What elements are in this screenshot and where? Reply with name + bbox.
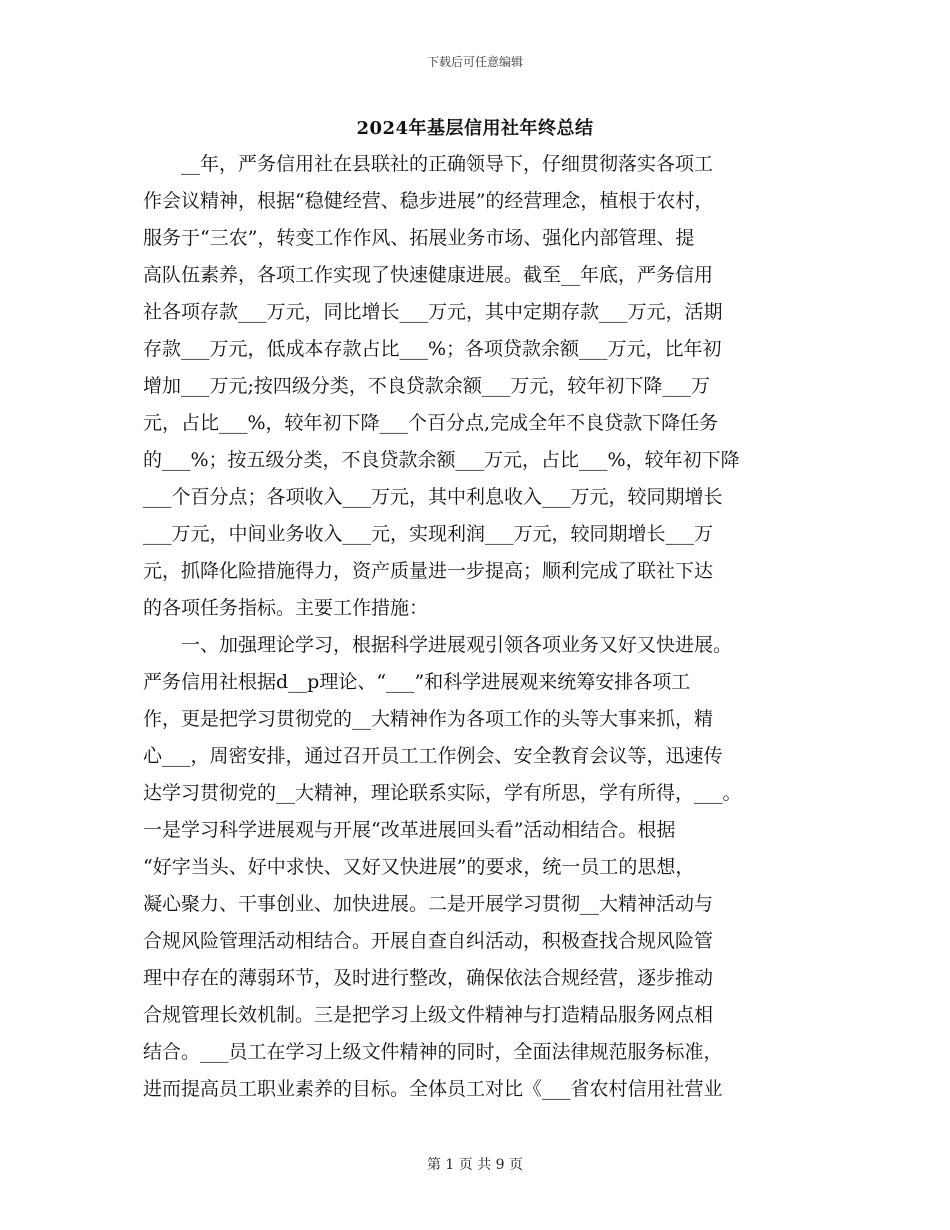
page-header-note: 下载后可任意编辑 [426, 55, 523, 69]
body-line: 心___，周密安排，通过召开员工工作例会、安全教育会议等，迅速传 [143, 745, 723, 767]
body-line: __年，严务信用社在县联社的正确领导下，仔细贯彻落实各项工 [143, 153, 714, 175]
body-line: 元，占比___%，较年初下降___个百分点,完成全年不良贷款下降任务 [143, 412, 719, 434]
body-line: 服务于“三农”，转变工作作风、拓展业务市场、强化内部管理、提 [143, 227, 695, 249]
document-body [143, 146, 813, 1108]
body-line: 增加___万元;按四级分类，不良贷款余额___万元，较年初下降___万 [143, 375, 710, 397]
body-line: 合规管理长效机制。三是把学习上级文件精神与打造精品服务网点相 [143, 1004, 714, 1026]
body-line: “好字当头、好中求快、又好又快进展”的要求，统一员工的思想， [143, 856, 695, 878]
body-line: 的___%；按五级分类，不良贷款余额___万元，占比___%，较年初下降 [143, 449, 740, 471]
body-line: 达学习贯彻党的__大精神，理论联系实际，学有所思，学有所得，___。 [143, 782, 742, 804]
body-line: 作会议精神，根据“稳健经营、稳步进展”的经营理念，植根于农村， [143, 190, 714, 212]
body-line: 的各项任务指标。主要工作措施： [143, 597, 429, 619]
page-number: 第 1 页 共 9 页 [426, 1157, 524, 1173]
body-line: 严务信用社根据d__p理论、“___”和科学进展观来统筹安排各项工 [143, 671, 691, 693]
body-line: 凝心聚力、干事创业、加快进展。二是开展学习贯彻__大精神活动与 [143, 893, 714, 915]
body-line: 社各项存款___万元，同比增长___万元，其中定期存款___万元，活期 [143, 301, 723, 323]
body-line: ___个百分点；各项收入___万元，其中利息收入___万元，较同期增长 [143, 486, 723, 508]
body-line: 结合。___员工在学习上级文件精神的同时，全面法律规范服务标准， [143, 1041, 723, 1063]
body-line: 进而提高员工职业素养的目标。全体员工对比《___省农村信用社营业 [143, 1078, 723, 1100]
body-line: 理中存在的薄弱环节，及时进行整改，确保依法合规经营，逐步推动 [143, 967, 714, 989]
body-line: 作，更是把学习贯彻党的__大精神作为各项工作的头等大事来抓，精 [143, 708, 714, 730]
body-line: 元，抓降化险措施得力，资产质量进一步提高；顺利完成了联社下达 [143, 560, 714, 582]
body-line: ___万元，中间业务收入___元，实现利润___万元，较同期增长___万 [143, 523, 714, 545]
body-line: 高队伍素养，各项工作实现了快速健康进展。截至__年底，严务信用 [143, 264, 714, 286]
body-line: 存款___万元，低成本存款占比___%；各项贷款余额___万元，比年初 [143, 338, 722, 360]
body-line: 一、加强理论学习，根据科学进展观引领各项业务又好又快进展。 [143, 634, 733, 656]
body-line: 一是学习科学进展观与开展“改革进展回头看”活动相结合。根据 [143, 819, 676, 841]
body-line: 合规风险管理活动相结合。开展自查自纠活动，积极查找合规风险管 [143, 930, 714, 952]
document-title: 2024年基层信用社年终总结 [356, 118, 594, 139]
